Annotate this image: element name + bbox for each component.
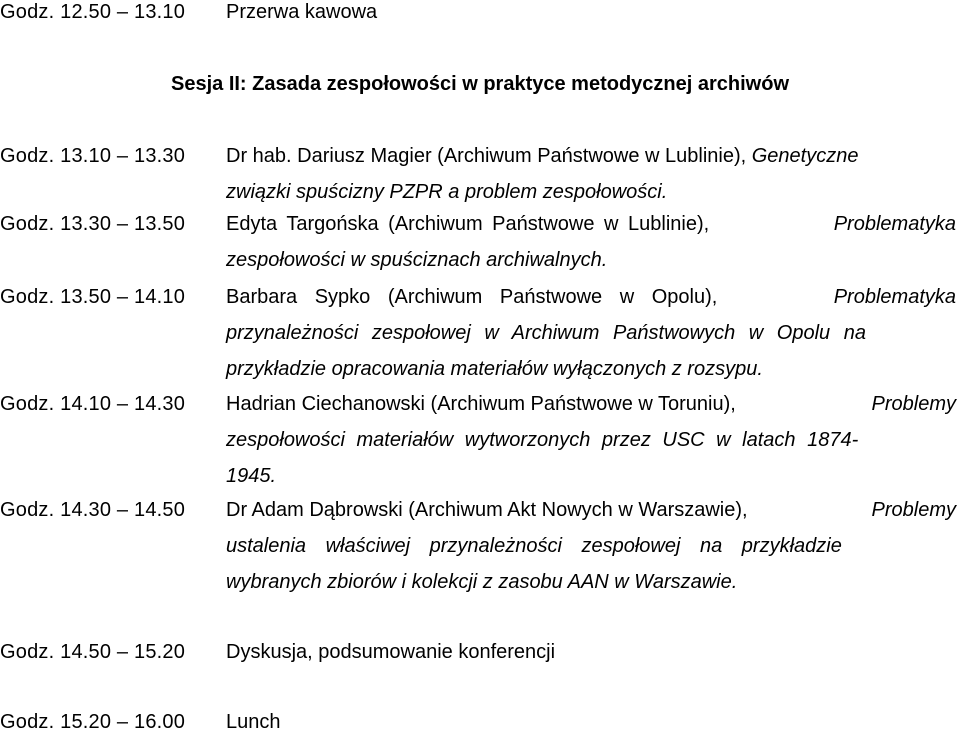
schedule-description	[226, 386, 956, 494]
schedule-time: Godz. 15.20 – 16.00	[0, 711, 186, 733]
schedule-time: Godz. 13.30 – 13.50	[0, 213, 186, 235]
schedule-time: Godz. 14.50 – 15.20	[0, 641, 186, 663]
schedule-time: Godz. 14.10 – 14.30	[0, 393, 186, 415]
speaker-affiliation: Dr Adam Dąbrowski (Archiwum Akt Nowych w Warszawie),	[226, 499, 748, 521]
schedule-description	[226, 279, 956, 387]
speaker-affiliation: Barbara Sypko (Archiwum Państwowe w Opolu),	[226, 286, 718, 308]
talk-title-line: Problematyka	[833, 286, 956, 308]
schedule-description	[226, 206, 956, 278]
schedule-time: Godz. 14.30 – 14.50	[0, 499, 186, 521]
schedule-description: Dyskusja, podsumowanie konferencji	[226, 641, 556, 663]
schedule-description	[226, 138, 956, 210]
talk-title-line: Problemy	[871, 499, 956, 521]
talk-title-line: Problemy	[871, 393, 956, 415]
talk-title-line: związki spuścizny PZPR a problem zespołowości.	[226, 181, 668, 203]
talk-title-line: przykładzie opracowania materiałów wyłączonych z rozsypu.	[226, 358, 763, 380]
talk-title-line: przynależności zespołowej w Archiwum Państwowych w Opolu na	[226, 322, 866, 344]
talk-title-line: 1945.	[226, 465, 277, 487]
talk-title-line: zespołowości w spuściznach archiwalnych.	[226, 249, 608, 271]
speaker-affiliation: Dr hab. Dariusz Magier (Archiwum Państwowe w Lublinie),	[226, 145, 747, 167]
schedule-description: Lunch	[226, 711, 281, 733]
talk-title-line: zespołowości materiałów wytworzonych przez USC w latach 1874-	[226, 429, 859, 451]
speaker-affiliation: Edyta Targońska (Archiwum Państwowe w Lublinie),	[226, 213, 710, 235]
schedule-description: Przerwa kawowa	[226, 1, 378, 23]
schedule-time: Godz. 13.10 – 13.30	[0, 145, 186, 167]
speaker-affiliation: Hadrian Ciechanowski (Archiwum Państwowe w Toruniu),	[226, 393, 736, 415]
schedule-time: Godz. 13.50 – 14.10	[0, 286, 186, 308]
talk-title-line: ustalenia właściwej przynależności zespołowej na przykładzie	[226, 535, 842, 557]
talk-title-line: Problematyka	[833, 213, 956, 235]
schedule-time: Godz. 12.50 – 13.10	[0, 1, 186, 23]
talk-title-line: wybranych zbiorów i kolekcji z zasobu AAN w Warszawie.	[226, 571, 738, 593]
session-heading: Sesja II: Zasada zespołowości w praktyce metodycznej archiwów	[171, 73, 789, 95]
schedule-description	[226, 492, 956, 600]
talk-title-line: Genetyczne	[751, 145, 859, 167]
